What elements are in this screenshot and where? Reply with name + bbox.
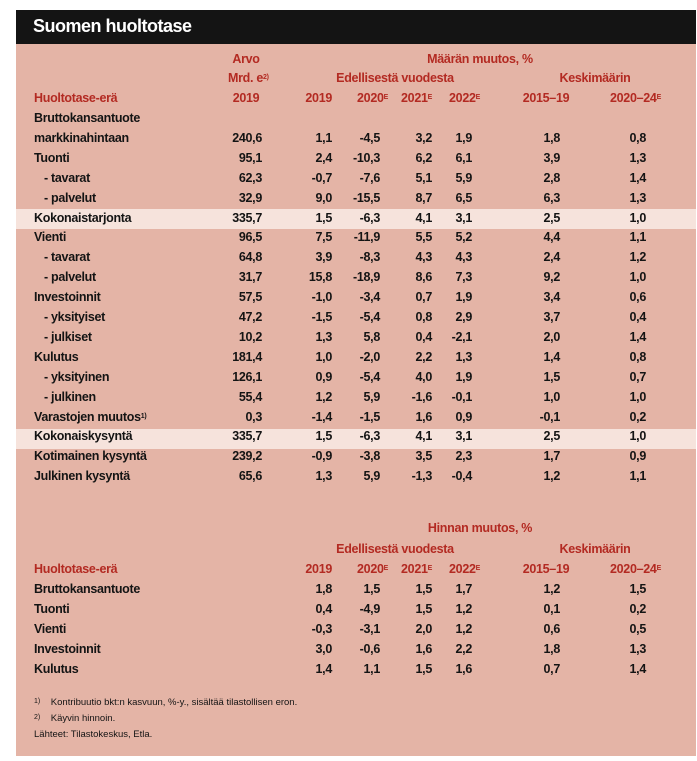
table-cell: 3,2 bbox=[415, 130, 432, 145]
table-cell: 1,6 bbox=[415, 642, 432, 656]
row-label: - yksityinen bbox=[44, 369, 110, 384]
table-cell: 1,0 bbox=[629, 389, 646, 404]
table-cell: 181,4 bbox=[232, 349, 262, 364]
table-cell: -3,8 bbox=[359, 449, 380, 464]
table-cell: 0,9 bbox=[629, 449, 646, 464]
table-cell: 1,2 bbox=[315, 389, 332, 404]
table-cell: 335,7 bbox=[232, 210, 262, 225]
table-cell: -3,4 bbox=[359, 290, 380, 305]
header-keskimaarin: Keskimäärin bbox=[559, 71, 631, 85]
table-cell: -6,3 bbox=[359, 429, 380, 444]
table-cell: 0,7 bbox=[629, 369, 646, 384]
header-maaran-muutos: Määrän muutos, % bbox=[427, 52, 533, 66]
table-cell: -4,5 bbox=[359, 130, 380, 145]
header-col-avg2: $2020-24^E$ bbox=[610, 91, 661, 105]
table-cell: -0,9 bbox=[311, 449, 332, 464]
header-row-label: Huoltotase-erä bbox=[34, 91, 118, 105]
row-label: Kulutus bbox=[34, 662, 79, 676]
header-col-avg1: 2015–19 bbox=[522, 91, 570, 105]
row-label: Vienti bbox=[34, 622, 67, 636]
table-cell: 1,2 bbox=[629, 250, 646, 265]
row-label: - yksityiset bbox=[44, 310, 106, 324]
table-cell: 1,3 bbox=[315, 329, 332, 344]
table-cell: 9,2 bbox=[543, 270, 560, 285]
table-cell: -7,6 bbox=[359, 170, 380, 185]
table-cell: 8,7 bbox=[415, 190, 432, 205]
table-cell: 239,2 bbox=[232, 449, 262, 464]
table-cell: -3,1 bbox=[359, 622, 380, 636]
table-cell: 95,1 bbox=[238, 150, 262, 165]
table-cell: -10,3 bbox=[353, 150, 380, 165]
table-cell: 9,0 bbox=[315, 190, 332, 205]
header-mrd: Mrd. $e^{2)}$ bbox=[228, 71, 269, 85]
table-cell: 0,7 bbox=[543, 662, 560, 676]
table-cell: 1,2 bbox=[455, 622, 472, 636]
table-cell: 2,4 bbox=[315, 150, 332, 165]
table-cell: 0,5 bbox=[629, 622, 646, 636]
table-cell: -8,3 bbox=[359, 250, 380, 265]
table-cell: -6,3 bbox=[359, 210, 380, 225]
table-cell: -5,4 bbox=[359, 369, 380, 384]
row-label: markkinahintaan bbox=[34, 130, 129, 145]
table-cell: 2,2 bbox=[415, 349, 432, 364]
table-cell: 5,2 bbox=[455, 230, 472, 245]
table-cell: -1,5 bbox=[359, 409, 380, 424]
row-label: Vienti bbox=[34, 230, 67, 245]
table-cell: 0,3 bbox=[245, 409, 262, 424]
table-cell: -1,4 bbox=[311, 409, 332, 424]
table-cell: 3,0 bbox=[315, 642, 332, 656]
table-cell: 5,1 bbox=[415, 170, 432, 185]
table-cell: 1,5 bbox=[315, 429, 332, 444]
table-cell: 1,1 bbox=[629, 469, 646, 484]
row-label: Tuonti bbox=[34, 150, 70, 165]
row-label: - julkinen bbox=[44, 389, 96, 404]
table-cell: 2,9 bbox=[455, 310, 472, 324]
table-cell: 7,3 bbox=[455, 270, 472, 285]
table-cell: 1,0 bbox=[629, 210, 646, 225]
table-cell: 0,7 bbox=[415, 290, 432, 305]
table-cell: 1,5 bbox=[363, 582, 380, 596]
header2-col-avg2: $2020-24^E$ bbox=[610, 562, 661, 576]
table-cell: 2,0 bbox=[543, 329, 560, 344]
table-cell: 1,3 bbox=[629, 150, 646, 165]
table-cell: 0,6 bbox=[629, 290, 646, 305]
table-cell: 32,9 bbox=[238, 190, 262, 205]
table-cell: 1,0 bbox=[543, 389, 560, 404]
table-cell: 3,9 bbox=[543, 150, 560, 165]
table-cell: -2,1 bbox=[451, 329, 472, 344]
table-cell: 3,4 bbox=[543, 290, 560, 305]
table-cell: 5,9 bbox=[363, 469, 380, 484]
table-cell: 1,9 bbox=[455, 130, 472, 145]
header2-col-2020: $2020^E$ bbox=[357, 562, 388, 576]
footnote-1: $^{1)}$ Kontribuutio bkt:n kasvuun, %-y., sisältää tilastollisen eron. bbox=[34, 697, 298, 708]
row-label: - palvelut bbox=[44, 270, 96, 285]
table-cell: 65,6 bbox=[238, 469, 262, 484]
table-cell: 1,6 bbox=[415, 409, 432, 424]
table-cell: 0,4 bbox=[629, 310, 646, 324]
table-cell: 5,9 bbox=[455, 170, 472, 185]
table-cell: 1,4 bbox=[629, 329, 646, 344]
table-cell: 1,0 bbox=[315, 349, 332, 364]
table-cell: 5,8 bbox=[363, 329, 380, 344]
table-cell: 3,1 bbox=[455, 429, 472, 444]
table-cell: 1,4 bbox=[629, 170, 646, 185]
footnote-2: $^{2)}$ Käyvin hinnoin. bbox=[34, 713, 116, 724]
title-bar bbox=[16, 10, 696, 44]
table-cell: 1,9 bbox=[455, 369, 472, 384]
header-hinnan-muutos: Hinnan muutos, % bbox=[427, 521, 533, 535]
row-label: - julkiset bbox=[44, 329, 92, 344]
table-cell: -4,9 bbox=[359, 602, 380, 616]
table-cell: 1,1 bbox=[315, 130, 332, 145]
page-title: Suomen huoltotase bbox=[33, 16, 192, 36]
row-label: Varastojen muutos$^{1)}$ bbox=[34, 409, 147, 424]
row-label: Julkinen kysyntä bbox=[34, 469, 130, 484]
table-cell: 0,2 bbox=[629, 409, 646, 424]
row-label: Tuonti bbox=[34, 602, 70, 616]
table-cell: 2,8 bbox=[543, 170, 560, 185]
table-cell: 1,8 bbox=[315, 582, 332, 596]
table-cell: 1,3 bbox=[629, 642, 646, 656]
table-cell: 2,3 bbox=[455, 449, 472, 464]
table-cell: 1,3 bbox=[315, 469, 332, 484]
table-cell: 1,4 bbox=[629, 662, 646, 676]
table-cell: 1,2 bbox=[543, 469, 560, 484]
header2-row-label: Huoltotase-erä bbox=[34, 562, 118, 576]
table-cell: -1,0 bbox=[311, 290, 332, 305]
table-cell: 1,5 bbox=[415, 602, 432, 616]
table-cell: -1,5 bbox=[311, 310, 332, 324]
table-cell: 1,9 bbox=[455, 290, 472, 305]
table-cell: 1,4 bbox=[315, 662, 332, 676]
table-cell: 1,8 bbox=[543, 130, 560, 145]
table-cell: 2,5 bbox=[543, 429, 560, 444]
table-cell: 335,7 bbox=[232, 429, 262, 444]
table-cell: 6,5 bbox=[455, 190, 472, 205]
row-label: Investoinnit bbox=[34, 642, 101, 656]
table-cell: 96,5 bbox=[238, 230, 262, 245]
table-cell: 1,2 bbox=[455, 602, 472, 616]
row-label: Investoinnit bbox=[34, 290, 101, 305]
table-cell: 31,7 bbox=[238, 270, 262, 285]
table-cell: 1,5 bbox=[415, 582, 432, 596]
header-col-2019: 2019 bbox=[305, 91, 332, 105]
header2-col-2021: $2021^E$ bbox=[401, 562, 432, 576]
row-label: - palvelut bbox=[44, 190, 96, 205]
table-cell: 8,6 bbox=[415, 270, 432, 285]
table-cell: 0,9 bbox=[455, 409, 472, 424]
table-cell: 4,0 bbox=[415, 369, 432, 384]
table-cell: 1,0 bbox=[629, 429, 646, 444]
table-cell: 1,5 bbox=[415, 662, 432, 676]
table-cell: 126,1 bbox=[232, 369, 262, 384]
row-label: Kulutus bbox=[34, 349, 79, 364]
table-cell: 3,7 bbox=[543, 310, 560, 324]
table-cell: -11,9 bbox=[353, 230, 380, 245]
table-cell: 5,9 bbox=[363, 389, 380, 404]
table-cell: 0,2 bbox=[629, 602, 646, 616]
table-cell: 57,5 bbox=[238, 290, 262, 305]
row-label: - tavarat bbox=[44, 250, 90, 265]
table-cell: 1,7 bbox=[455, 582, 472, 596]
header2-keskimaarin: Keskimäärin bbox=[559, 542, 631, 556]
table-cell: 4,1 bbox=[415, 429, 432, 444]
table-cell: -1,3 bbox=[411, 469, 432, 484]
table-cell: -0,4 bbox=[451, 469, 472, 484]
table-cell: 62,3 bbox=[238, 170, 262, 185]
table-cell: 1,5 bbox=[629, 582, 646, 596]
table-cell: -18,9 bbox=[353, 270, 380, 285]
table-cell: 4,4 bbox=[543, 230, 560, 245]
table-cell: 1,1 bbox=[363, 662, 380, 676]
table-cell: 3,9 bbox=[315, 250, 332, 265]
table-cell: 1,1 bbox=[629, 230, 646, 245]
table-cell: 1,7 bbox=[543, 449, 560, 464]
table-cell: 4,3 bbox=[455, 250, 472, 265]
table-cell: 1,5 bbox=[543, 369, 560, 384]
header2-edellisesta: Edellisestä vuodesta bbox=[336, 542, 454, 556]
table-cell: 0,4 bbox=[415, 329, 432, 344]
table-cell: -0,6 bbox=[359, 642, 380, 656]
table-cell: 4,3 bbox=[415, 250, 432, 265]
header-col-2020: $2020^E$ bbox=[357, 91, 388, 105]
row-label: Kotimainen kysyntä bbox=[34, 449, 147, 464]
table-cell: 0,1 bbox=[543, 602, 560, 616]
row-label: - tavarat bbox=[44, 170, 90, 185]
table-cell: -1,6 bbox=[411, 389, 432, 404]
table-cell: 6,2 bbox=[415, 150, 432, 165]
table-cell: 1,8 bbox=[543, 642, 560, 656]
table-cell: -2,0 bbox=[359, 349, 380, 364]
table-cell: 0,8 bbox=[415, 310, 432, 324]
table-cell: 0,6 bbox=[543, 622, 560, 636]
header2-col-2022: $2022^E$ bbox=[449, 562, 480, 576]
row-label: Bruttokansantuote bbox=[34, 582, 141, 596]
header2-col-2019: 2019 bbox=[305, 562, 332, 576]
table-cell: -0,3 bbox=[311, 622, 332, 636]
table-cell: 4,1 bbox=[415, 210, 432, 225]
table-cell: 10,2 bbox=[238, 329, 262, 344]
table-cell: 0,8 bbox=[629, 349, 646, 364]
table-cell: -5,4 bbox=[359, 310, 380, 324]
source-note: Lähteet: Tilastokeskus, Etla. bbox=[34, 729, 153, 740]
table-cell: -0,1 bbox=[539, 409, 560, 424]
header-col-value: 2019 bbox=[232, 91, 260, 105]
table-cell: 2,5 bbox=[543, 210, 560, 225]
table-cell: 6,3 bbox=[543, 190, 560, 205]
row-label: Bruttokansantuote bbox=[34, 111, 141, 125]
table-cell: 55,4 bbox=[238, 389, 262, 404]
table-cell: 7,5 bbox=[315, 230, 332, 245]
table-cell: 47,2 bbox=[238, 310, 262, 324]
header-col-2021: $2021^E$ bbox=[401, 91, 432, 105]
table-cell: 1,3 bbox=[455, 349, 472, 364]
table-cell: 5,5 bbox=[415, 230, 432, 245]
table-cell: 1,3 bbox=[629, 190, 646, 205]
table-cell: 3,5 bbox=[415, 449, 432, 464]
table-cell: -0,1 bbox=[451, 389, 472, 404]
table-cell: 1,0 bbox=[629, 270, 646, 285]
table-cell: -15,5 bbox=[353, 190, 380, 205]
table-cell: -0,7 bbox=[311, 170, 332, 185]
table-cell: 2,2 bbox=[455, 642, 472, 656]
row-label: Kokonaiskysyntä bbox=[34, 429, 133, 444]
header2-col-avg1: 2015–19 bbox=[522, 562, 570, 576]
header-arvo: Arvo bbox=[232, 52, 260, 66]
table-cell: 0,8 bbox=[629, 130, 646, 145]
table-cell: 15,8 bbox=[308, 270, 332, 285]
header-edellisesta: Edellisestä vuodesta bbox=[336, 71, 454, 85]
table-cell: 3,1 bbox=[455, 210, 472, 225]
table-cell: 1,6 bbox=[455, 662, 472, 676]
row-label: Kokonaistarjonta bbox=[34, 210, 132, 225]
table-cell: 0,4 bbox=[315, 602, 332, 616]
header-col-2022: $2022^E$ bbox=[449, 91, 480, 105]
table-cell: 6,1 bbox=[455, 150, 472, 165]
table-cell: 1,5 bbox=[315, 210, 332, 225]
table-cell: 240,6 bbox=[232, 130, 262, 145]
table-cell: 1,2 bbox=[543, 582, 560, 596]
table-cell: 0,9 bbox=[315, 369, 332, 384]
table-cell: 2,4 bbox=[543, 250, 560, 265]
table-cell: 64,8 bbox=[238, 250, 262, 265]
table-cell: 1,4 bbox=[543, 349, 560, 364]
table-cell: 2,0 bbox=[415, 622, 432, 636]
